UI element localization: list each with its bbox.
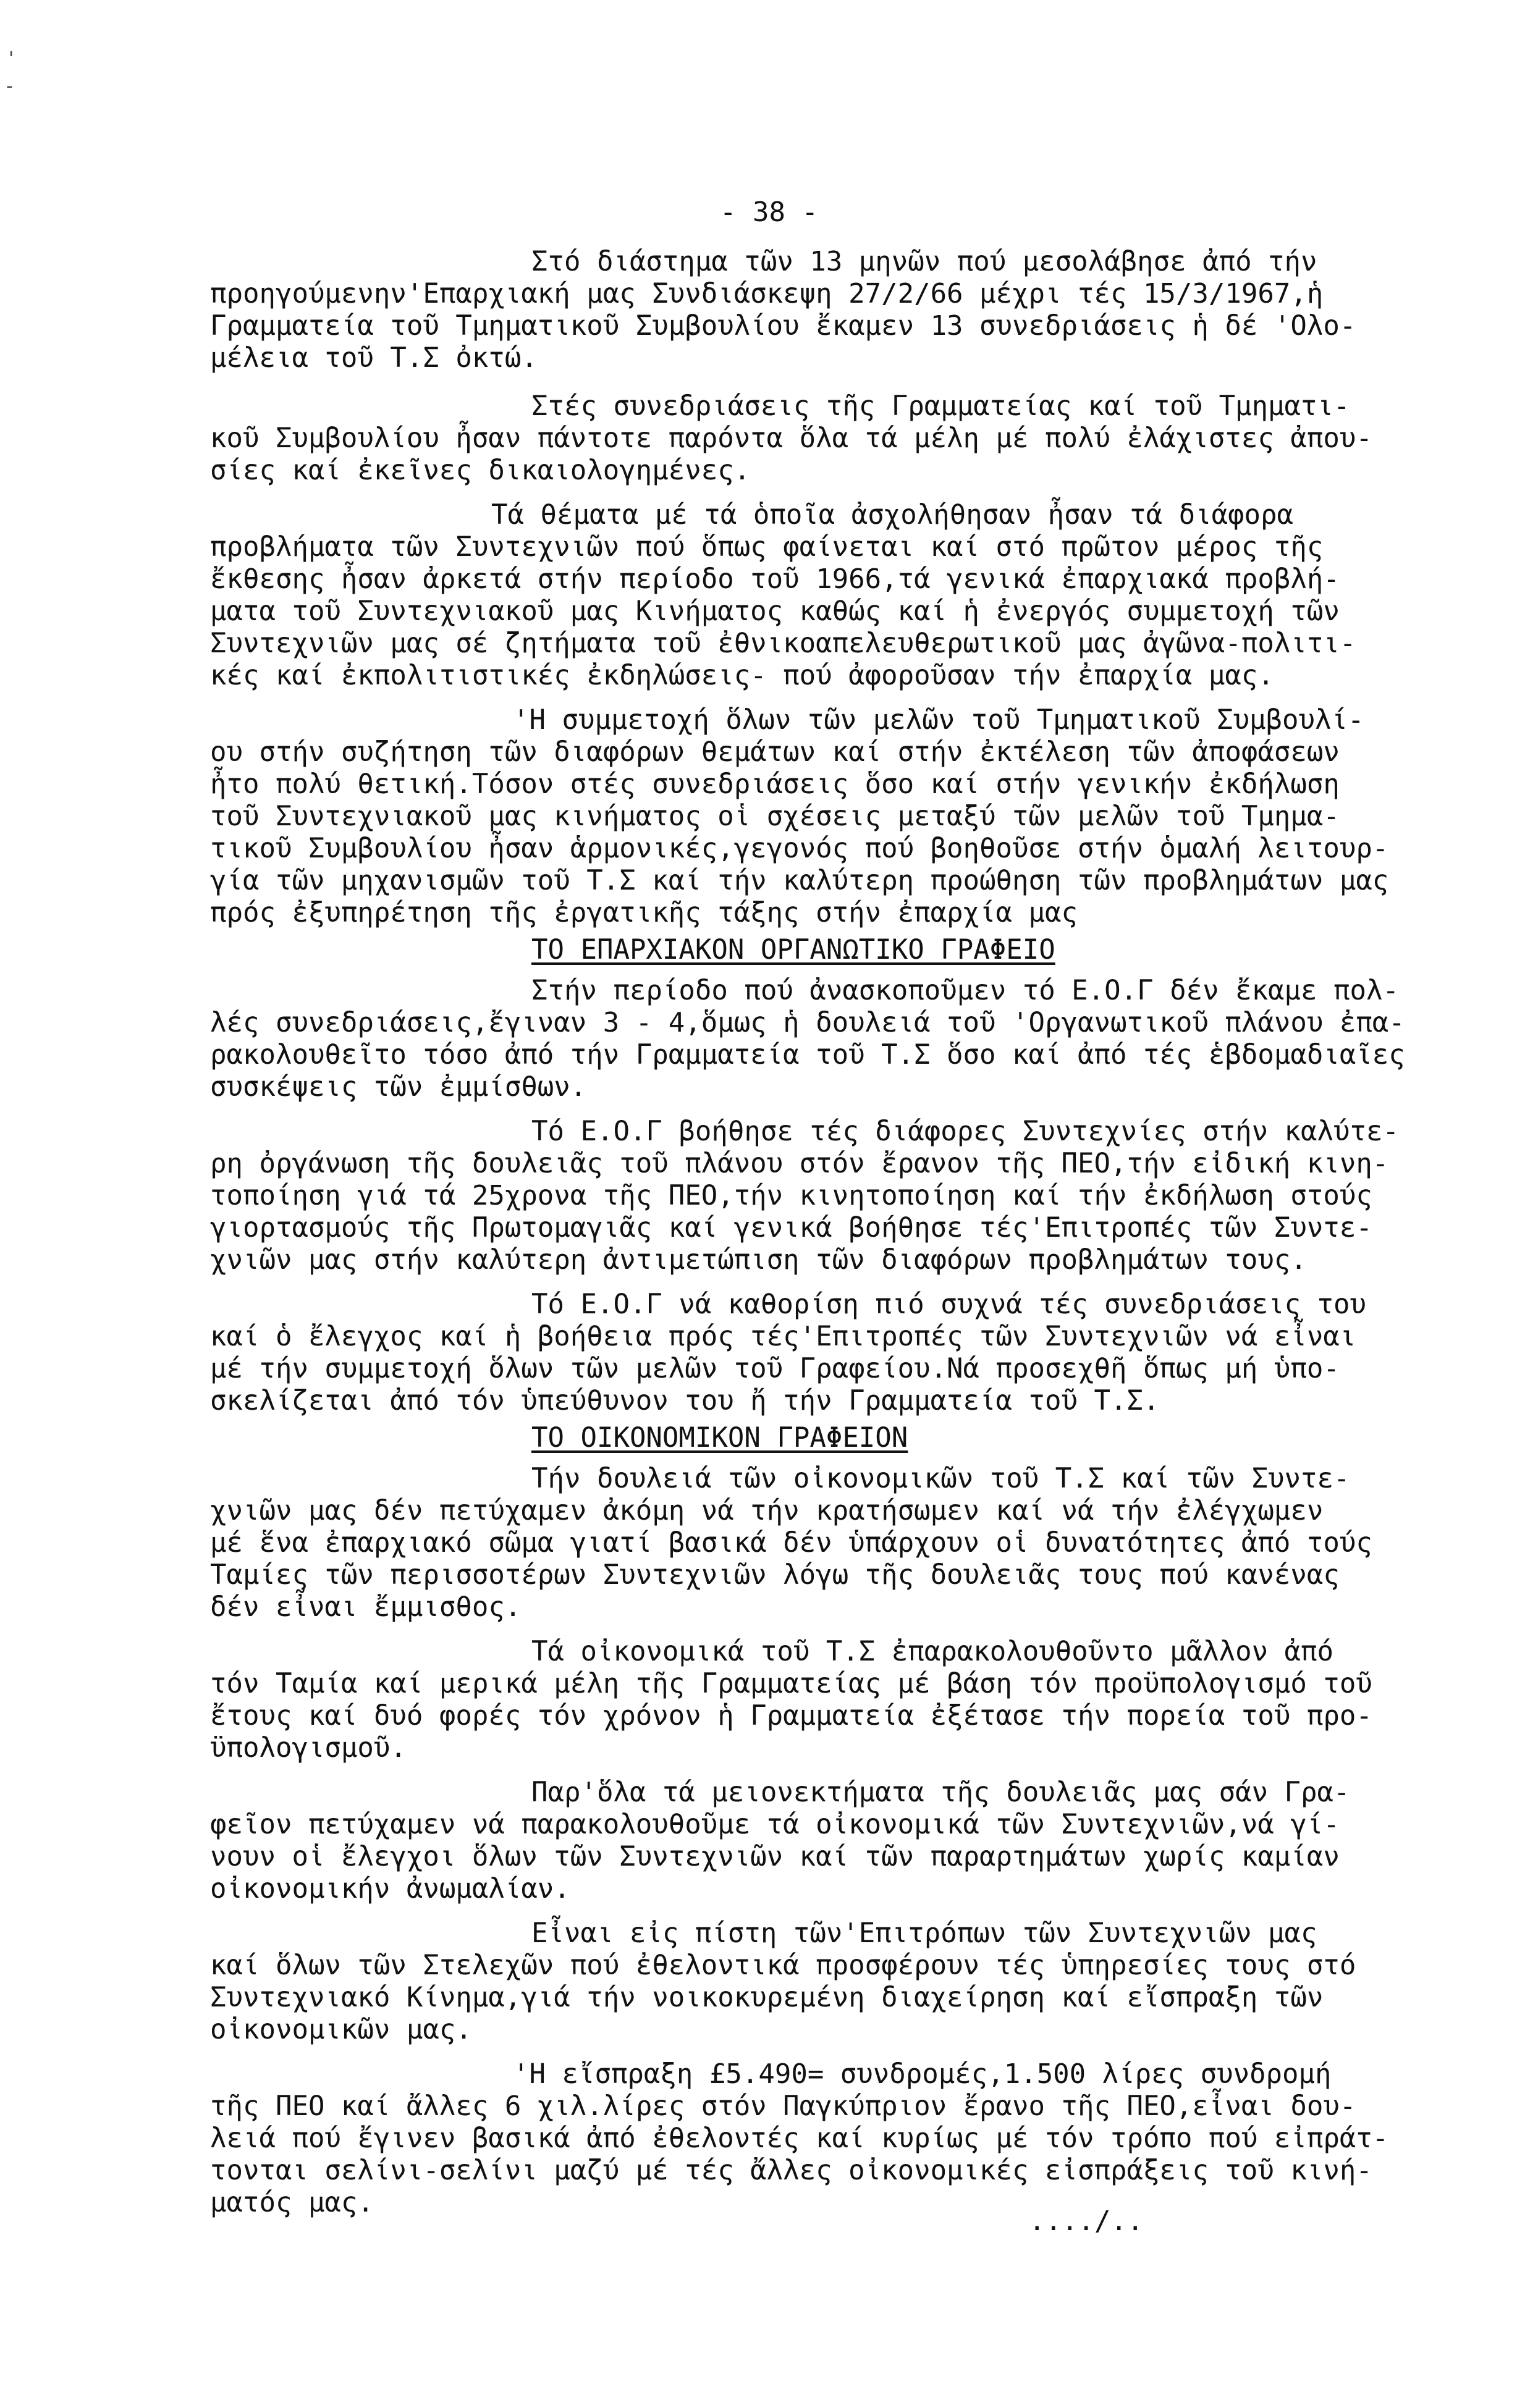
text-line: γία τῶν μηχανισμῶν τοῦ Τ.Σ καί τήν καλύτερη προώθηση τῶν προβλημάτων μας <box>210 865 1389 896</box>
text-line: Παρ'ὅλα τά μειονεκτήματα τῆς δουλειᾶς μας σάν Γρα- <box>531 1777 1350 1808</box>
text-line: προβλήματα τῶν Συντεχνιῶν πού ὅπως φαίνεται καί στό πρῶτον μέρος τῆς <box>210 531 1324 563</box>
page-number: - 38 - <box>720 196 818 228</box>
text-line: Τό Ε.Ο.Γ νά καθορίση πιό συχνά τές συνεδριάσεις του <box>531 1289 1367 1320</box>
text-line: ἔτους καί δυό φορές τόν χρόνον ἡ Γραμματεία ἐξέτασε τήν πορεία τοῦ προ- <box>210 1700 1372 1732</box>
text-line: οἰκονομικῶν μας. <box>210 2014 472 2045</box>
text-line: Ταμίες τῶν περισσοτέρων Συντεχνιῶν λόγω τῆς δουλειᾶς τους πού κανένας <box>210 1559 1340 1591</box>
text-line: Τήν δουλειά τῶν οἰκονομικῶν τοῦ Τ.Σ καί τῶν Συντε- <box>531 1463 1350 1494</box>
text-line: τῆς ΠΕΟ καί ἄλλες 6 χιλ.λίρες στόν Παγκύπριον ἔρανο τῆς ΠΕΟ,εἶναι δου- <box>210 2090 1356 2122</box>
text-line: καί ὅλων τῶν Στελεχῶν πού ἐθελοντικά προσφέρουν τές ὑπηρεσίες τους στό <box>210 1950 1356 1981</box>
continuation-marker: ..../.. <box>1029 2205 1144 2237</box>
text-line: σκελίζεται ἀπό τόν ὑπεύθυνον του ἤ τήν Γραμματεία τοῦ Τ.Σ. <box>210 1385 1160 1417</box>
text-line: ρακολουθεῖτο τόσο ἀπό τήν Γραμματεία τοῦ Τ.Σ ὅσο καί ἀπό τές ἑβδομαδιαῖες <box>210 1039 1405 1071</box>
text-line: ου στήν συζήτηση τῶν διαφόρων θεμάτων καί στήν ἐκτέλεση τῶν ἀποφάσεων <box>210 736 1340 768</box>
text-line: προηγούμενην'Επαρχιακή μας Συνδιάσκεψη 27/2/66 μέχρι τές 15/3/1967,ἡ <box>210 278 1324 309</box>
text-line: ρη ὀργάνωση τῆς δουλειᾶς τοῦ πλάνου στόν ἔρανον τῆς ΠΕΟ,τήν εἰδική κινη- <box>210 1148 1389 1179</box>
text-line: λειά πού ἔγινεν βασικά ἀπό ἐθελοντές καί κυρίως μέ τόν τρόπο πού εἰπράτ- <box>210 2123 1389 2154</box>
text-line: Συντεχνιῶν μας σέ ζητήματα τοῦ ἐθνικοαπελευθερωτικοῦ μας ἀγῶνα-πολιτι- <box>210 628 1356 659</box>
text-line: Γραμματεία τοῦ Τμηματικοῦ Συμβουλίου ἔκαμεν 13 συνεδριάσεις ἡ δέ 'Ολο- <box>210 310 1356 342</box>
text-line: ϋπολογισμοῦ. <box>210 1732 407 1764</box>
text-line: Τά θέματα μέ τά ὁποῖα ἀσχολήθησαν ἦσαν τά διάφορα <box>491 499 1294 531</box>
text-line: τονται σελίνι-σελίνι μαζύ μέ τές ἄλλες οἰκονομικές εἰσπράξεις τοῦ κινή- <box>210 2155 1372 2186</box>
text-line: καί ὁ ἔλεγχος καί ἡ βοήθεια πρός τές'Επιτροπές τῶν Συντεχνιῶν νά εἶναι <box>210 1321 1356 1352</box>
text-line: Εἶναι εἰς πίστη τῶν'Επιτρόπων τῶν Συντεχνιῶν μας <box>531 1918 1317 1949</box>
text-line: 'Η εἴσπραξη £5.490= συνδρομές,1.500 λίρες συνδρομή <box>513 2058 1332 2090</box>
text-line: ματός μας. <box>210 2187 374 2218</box>
margin-speck: - <box>6 75 13 97</box>
text-line: Στήν περίοδο πού ἀνασκοποῦμεν τό Ε.Ο.Γ δέν ἔκαμε πολ- <box>531 975 1399 1006</box>
text-line: κοῦ Συμβουλίου ἦσαν πάντοτε παρόντα ὅλα τά μέλη μέ πολύ ἐλάχιστες ἀπου- <box>210 423 1372 454</box>
text-line: χνιῶν μας στήν καλύτερη ἀντιμετώπιση τῶν διαφόρων προβλημάτων τους. <box>210 1244 1307 1276</box>
text-line: τικοῦ Συμβουλίου ἦσαν ἁρμονικές,γεγονός πού βοηθοῦσε στήν ὁμαλή λειτουρ- <box>210 833 1389 864</box>
text-line: οἰκονομικήν ἀνωμαλίαν. <box>210 1873 570 1905</box>
text-line: ματα τοῦ Συντεχνιακοῦ μας Κινήματος καθώς καί ἡ ἐνεργός συμμετοχή τῶν <box>210 596 1340 627</box>
text-line: τόν Ταμία καί μερικά μέλη τῆς Γραμματείας μέ βάση τόν προϋπολογισμό τοῦ <box>210 1668 1372 1699</box>
text-line: ἔκθεσης ἦσαν ἀρκετά στήν περίοδο τοῦ 1966,τά γενικά ἐπαρχιακά προβλή- <box>210 563 1340 595</box>
text-line: πρός ἐξυπηρέτηση τῆς ἐργατικῆς τάξης στήν ἐπαρχία μας <box>210 897 1078 928</box>
section-title-financial: ΤΟ ΟΙΚΟΝΟΜΙΚΟΝ ΓΡΑΦΕΙΟΝ <box>531 1422 908 1454</box>
text-line: Τά οἰκονομικά τοῦ Τ.Σ ἐπαρακολουθοῦντο μᾶλλον ἀπό <box>531 1636 1334 1667</box>
text-line: Στές συνεδριάσεις τῆς Γραμματείας καί τοῦ Τμηματι- <box>531 390 1350 422</box>
text-line: Συντεχνιακό Κίνημα,γιά τήν νοικοκυρεμένη διαχείρηση καί εἴσπραξη τῶν <box>210 1982 1324 2013</box>
text-line: νουν οἱ ἔλεγχοι ὅλων τῶν Συντεχνιῶν καί τῶν παραρτημάτων χωρίς καμίαν <box>210 1841 1340 1872</box>
text-line: γιορτασμούς τῆς Πρωτομαγιᾶς καί γενικά βοήθησε τές'Επιτροπές τῶν Συντε- <box>210 1212 1372 1244</box>
text-line: μέ τήν συμμετοχή ὅλων τῶν μελῶν τοῦ Γραφείου.Νά προσεχθῆ ὅπως μή ὑπο- <box>210 1353 1340 1384</box>
text-line: μέ ἕνα ἐπαρχιακό σῶμα γιατί βασικά δέν ὑπάρχουν οἱ δυνατότητες ἀπό τούς <box>210 1527 1372 1559</box>
text-line: 'Η συμμετοχή ὅλων τῶν μελῶν τοῦ Τμηματικοῦ Συμβουλί- <box>513 704 1364 736</box>
text-line: λές συνεδριάσεις,ἔγιναν 3 - 4,ὅμως ἡ δουλειά τοῦ 'Οργανωτικοῦ πλάνου ἐπα- <box>210 1007 1405 1038</box>
text-line: συσκέψεις τῶν ἐμμίσθων. <box>210 1071 587 1103</box>
text-line: μέλεια τοῦ Τ.Σ ὀκτώ. <box>210 342 538 374</box>
text-line: τοποίηση γιά τά 25χρονα τῆς ΠΕΟ,τήν κινητοποίηση καί τήν ἐκδήλωση στούς <box>210 1180 1372 1211</box>
text-line: κές καί ἐκπολιτιστικές ἐκδηλώσεις- πού ἀφοροῦσαν τήν ἐπαρχία μας. <box>210 660 1274 691</box>
text-line: σίες καί ἐκεῖνες δικαιολογημένες. <box>210 455 751 486</box>
text-line: τοῦ Συντεχνιακοῦ μας κινήματος οἱ σχέσεις μεταξύ τῶν μελῶν τοῦ Τμημα- <box>210 801 1340 832</box>
text-line: Τό Ε.Ο.Γ βοήθησε τές διάφορες Συντεχνίες στήν καλύτε- <box>531 1116 1399 1147</box>
text-line: δέν εἶναι ἔμμισθος. <box>210 1591 522 1623</box>
section-title-organizational: ΤΟ ΕΠΑΡΧΙΑΚΟΝ ΟΡΓΑΝΩΤΙΚΟ ΓΡΑΦΕΙΟ <box>531 934 1055 966</box>
text-line: Στό διάστημα τῶν 13 μηνῶν πού μεσολάβησε ἀπό τήν <box>531 246 1317 277</box>
margin-speck: ' <box>9 48 14 70</box>
text-line: φεῖον πετύχαμεν νά παρακολουθοῦμε τά οἰκονομικά τῶν Συντεχνιῶν,νά γί- <box>210 1809 1340 1840</box>
text-line: ἦτο πολύ θετική.Τόσον στές συνεδριάσεις ὅσο καί στήν γενικήν ἐκδήλωση <box>210 768 1340 800</box>
text-line: χνιῶν μας δέν πετύχαμεν ἀκόμη νά τήν κρατήσωμεν καί νά τήν ἐλέγχωμεν <box>210 1495 1324 1526</box>
